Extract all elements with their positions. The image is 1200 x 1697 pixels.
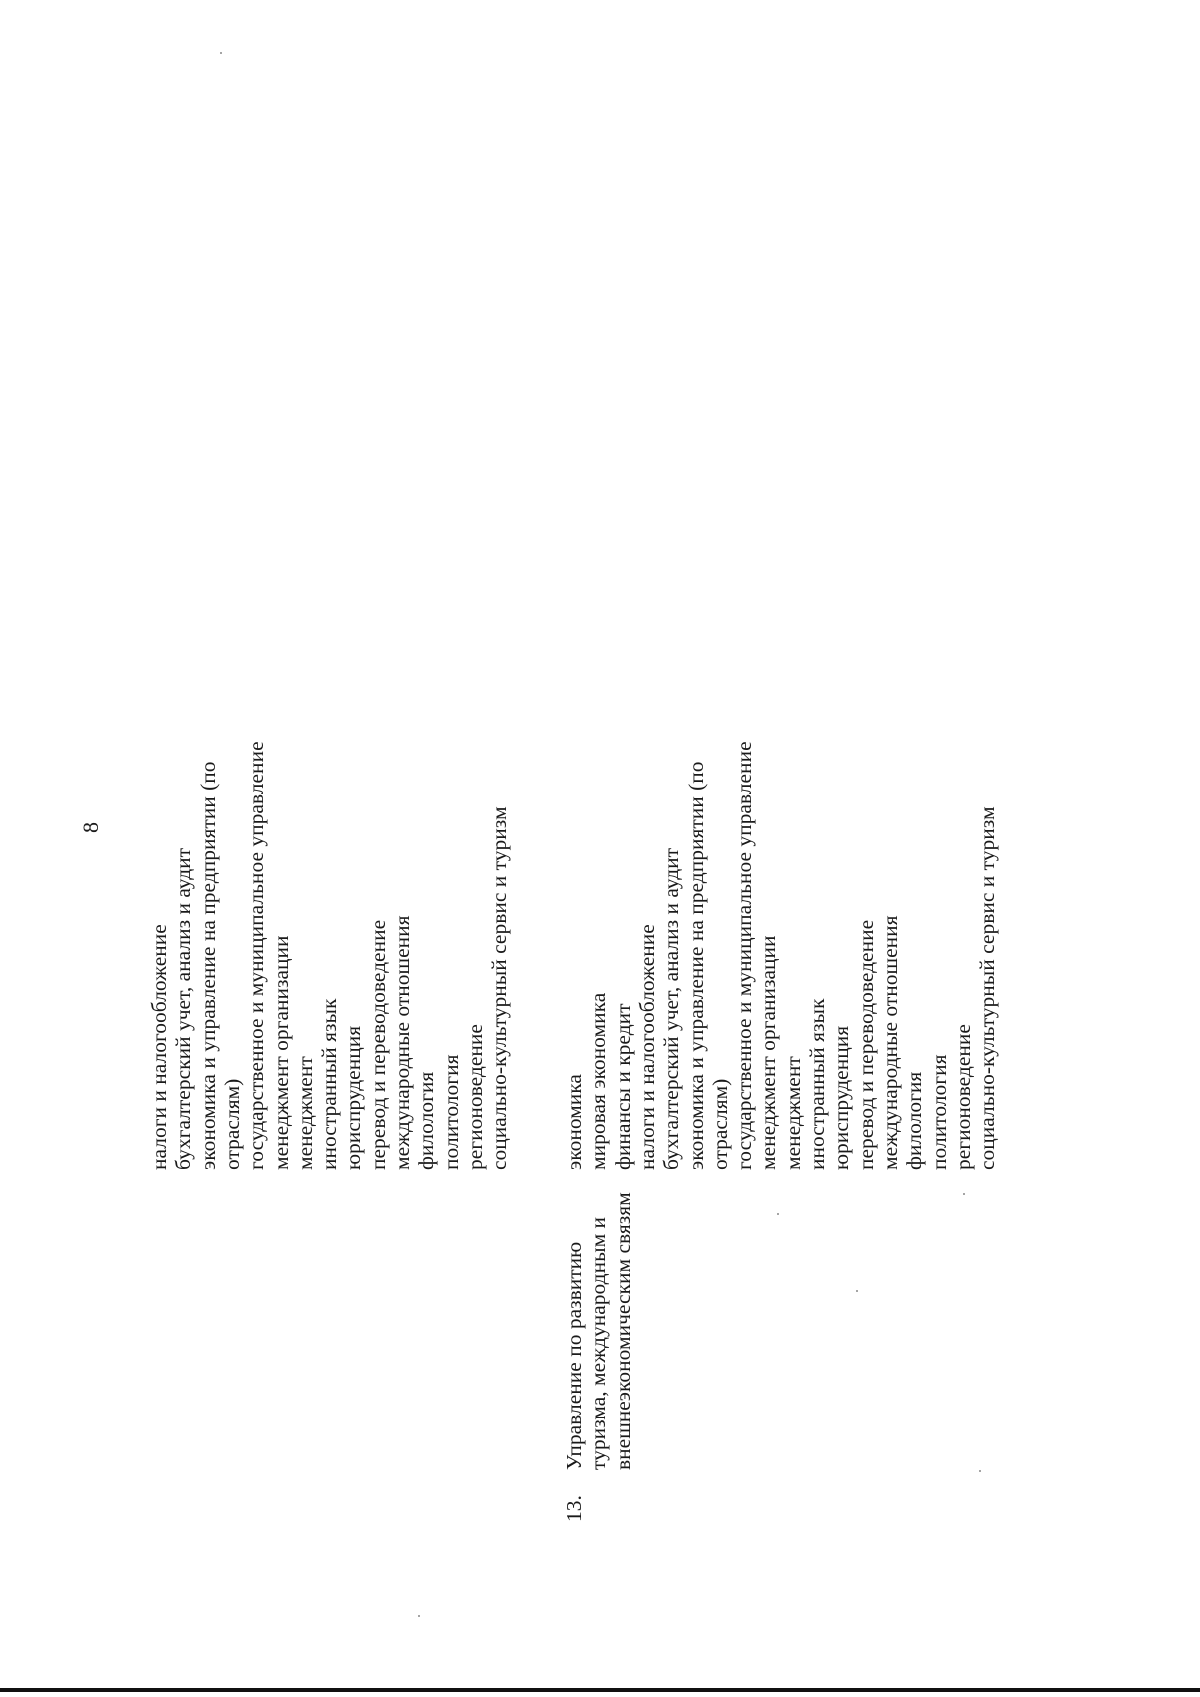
scan-speck bbox=[963, 1193, 965, 1195]
list-item: политология bbox=[926, 1054, 951, 1170]
list-item: налоги и налогообложение bbox=[147, 924, 171, 1170]
list-item: социально-культурный сервис и туризм bbox=[487, 806, 512, 1170]
list-item: политология bbox=[438, 1054, 463, 1170]
list-item: отраслям) bbox=[219, 1078, 244, 1170]
list-item: филология bbox=[414, 1071, 439, 1170]
list-item: налоги и налогообложение bbox=[634, 924, 659, 1170]
list-item: экономика и управление на предприятии (по bbox=[683, 761, 708, 1170]
list-item: менеджмент организации bbox=[268, 935, 293, 1170]
list-item: филология bbox=[902, 1071, 927, 1170]
list-item: бухгалтерский учет, анализ и аудит bbox=[659, 847, 684, 1170]
list-item: регионоведение bbox=[462, 1024, 487, 1170]
department-name-line: Управление по развитию bbox=[562, 1241, 586, 1470]
list-item: государственное и муниципальное управление bbox=[732, 741, 757, 1170]
list-item: перевод и переводоведение bbox=[365, 919, 390, 1170]
row-number: 13. bbox=[562, 1495, 586, 1522]
list-item: отраслям) bbox=[707, 1078, 732, 1170]
list-item: менеджмент bbox=[292, 1056, 317, 1170]
list-item: юриспруденция bbox=[829, 1025, 854, 1170]
scan-speck bbox=[856, 1290, 858, 1292]
list-item: бухгалтерский учет, анализ и аудит bbox=[171, 847, 196, 1170]
list-item: перевод и переводоведение bbox=[853, 919, 878, 1170]
scan-speck bbox=[979, 1470, 981, 1472]
list-item: международные отношения bbox=[390, 915, 414, 1170]
scan-speck bbox=[777, 1213, 779, 1215]
list-item: менеджмент организации bbox=[756, 935, 781, 1170]
list-item: регионоведение bbox=[950, 1024, 975, 1170]
scan-speck bbox=[418, 1615, 420, 1617]
list-item: мировая экономика bbox=[586, 992, 611, 1170]
list-item: менеджмент bbox=[780, 1056, 805, 1170]
page-number: 8 bbox=[78, 822, 103, 833]
list-item: финансы и кредит bbox=[610, 1003, 635, 1170]
list-item: экономика bbox=[562, 1074, 586, 1170]
list-item: государственное и муниципальное управление bbox=[244, 741, 269, 1170]
list-item: юриспруденция bbox=[341, 1025, 366, 1170]
list-item: международные отношения bbox=[877, 915, 902, 1170]
list-item: иностранный язык bbox=[805, 998, 829, 1170]
scan-speck bbox=[220, 52, 222, 54]
department-name-line: туризма, международным и bbox=[586, 1216, 611, 1470]
list-item: экономика и управление на предприятии (по bbox=[195, 761, 220, 1170]
list-item: иностранный язык bbox=[317, 998, 342, 1170]
department-name-line: внешнеэкономическим связям bbox=[610, 1192, 635, 1470]
list-item: социально-культурный сервис и туризм bbox=[975, 806, 1000, 1170]
scan-edge-line bbox=[0, 1688, 1200, 1692]
